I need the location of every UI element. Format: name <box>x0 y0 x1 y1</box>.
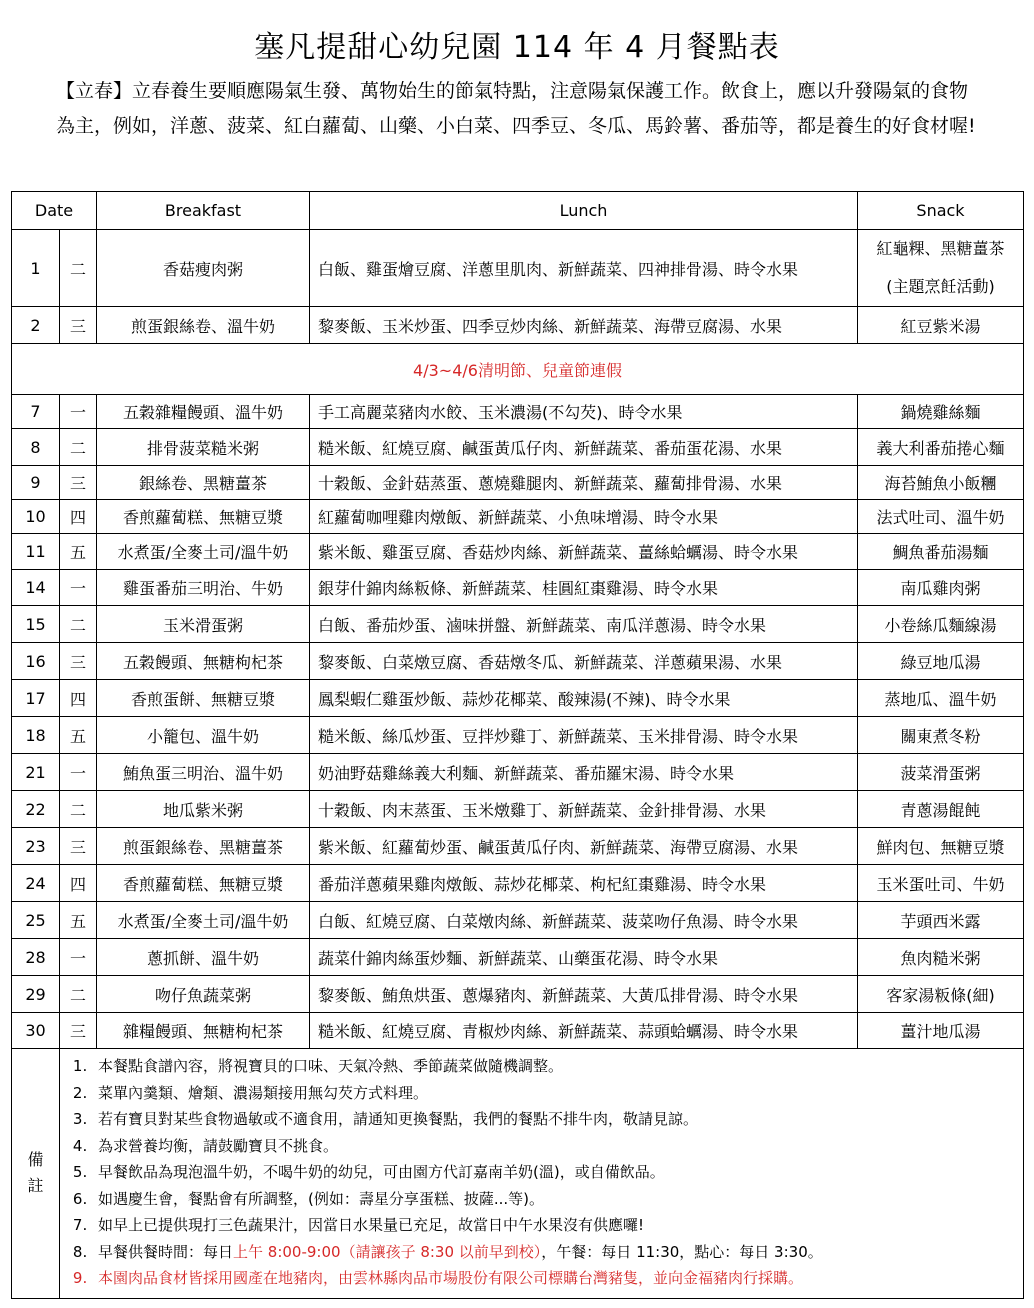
lunch-cell: 紫米飯、紅蘿蔔炒蛋、鹹蛋黃瓜仔肉、新鮮蔬菜、海帶豆腐湯、水果 <box>310 828 858 865</box>
lunch-cell: 黎麥飯、玉米炒蛋、四季豆炒肉絲、新鮮蔬菜、海帶豆腐湯、水果 <box>310 307 858 344</box>
intro-paragraph: 【立春】立春養生要順應陽氣生發、萬物始生的節氣特點，注意陽氣保護工作。飲食上，應以升發陽氣的食物為主，例如，洋蔥、菠菜、紅白蘿蔔、山藥、小白菜、四季豆、冬瓜、馬鈴薯、番茄等，都是養生的好食材喔! <box>56 80 976 137</box>
table-row <box>12 307 1024 344</box>
notes-label <box>12 1049 60 1299</box>
weekday-cell: 三 <box>60 1013 97 1049</box>
table-row <box>12 828 1024 865</box>
date-cell: 24 <box>12 865 60 902</box>
weekday-cell: 五 <box>60 717 97 754</box>
lunch-cell: 糙米飯、紅燒豆腐、鹹蛋黃瓜仔肉、新鮮蔬菜、番茄蛋花湯、水果 <box>310 429 858 466</box>
weekday-cell: 四 <box>60 500 97 534</box>
table-row <box>12 643 1024 680</box>
table-row <box>12 570 1024 606</box>
breakfast-cell: 煎蛋銀絲卷、黑糖薑茶 <box>97 828 310 865</box>
snack-cell: 玉米蛋吐司、牛奶 <box>858 865 1024 902</box>
breakfast-cell: 吻仔魚蔬菜粥 <box>97 976 310 1013</box>
date-cell: 1 <box>12 230 60 307</box>
snack-cell: 義大利番茄捲心麵 <box>858 429 1024 466</box>
date-cell: 15 <box>12 606 60 643</box>
notes-list <box>60 1053 1019 1292</box>
table-row <box>12 230 1024 307</box>
weekday-cell: 三 <box>60 307 97 344</box>
weekday-cell: 五 <box>60 534 97 570</box>
table-row <box>12 534 1024 570</box>
table-row <box>12 1013 1024 1049</box>
note-item: 6. 如遇慶生會，餐點會有所調整，(例如：壽星分享蛋糕、披薩...等)。 <box>92 1186 1019 1213</box>
lunch-cell: 黎麥飯、鮪魚烘蛋、蔥爆豬肉、新鮮蔬菜、大黃瓜排骨湯、時令水果 <box>310 976 858 1013</box>
snack-cell: 菠菜滑蛋粥 <box>858 754 1024 791</box>
breakfast-cell: 鮪魚蛋三明治、溫牛奶 <box>97 754 310 791</box>
lunch-cell: 鳳梨蝦仁雞蛋炒飯、蒜炒花椰菜、酸辣湯(不辣)、時令水果 <box>310 680 858 717</box>
notes-label-char-1: 備 <box>27 1150 44 1170</box>
date-cell: 7 <box>12 395 60 429</box>
breakfast-cell: 香煎蛋餅、無糖豆漿 <box>97 680 310 717</box>
date-cell: 21 <box>12 754 60 791</box>
page-title: 塞凡提甜心幼兒園 114 年 4 月餐點表 <box>254 30 780 65</box>
table-row <box>12 680 1024 717</box>
snack-cell: 芋頭西米露 <box>858 902 1024 939</box>
weekday-cell: 二 <box>60 230 97 307</box>
breakfast-cell: 水煮蛋/全麥土司/溫牛奶 <box>97 902 310 939</box>
weekday-cell: 一 <box>60 570 97 606</box>
weekday-cell: 二 <box>60 791 97 828</box>
lunch-cell: 蔬菜什錦肉絲蛋炒麵、新鮮蔬菜、山藥蛋花湯、時令水果 <box>310 939 858 976</box>
snack-cell: 客家湯粄條(細) <box>858 976 1024 1013</box>
snack-cell: 鍋燒雞絲麵 <box>858 395 1024 429</box>
table-row <box>12 606 1024 643</box>
date-cell: 22 <box>12 791 60 828</box>
breakfast-cell: 香煎蘿蔔糕、無糖豆漿 <box>97 500 310 534</box>
header-date: Date <box>12 192 97 230</box>
date-cell: 30 <box>12 1013 60 1049</box>
weekday-cell: 三 <box>60 643 97 680</box>
note-item: 9. 本園肉品食材皆採用國產在地豬肉，由雲林縣肉品市場股份有限公司標購台灣豬隻，並向金福豬肉行採購。 <box>92 1265 1019 1292</box>
lunch-cell: 黎麥飯、白菜燉豆腐、香菇燉冬瓜、新鮮蔬菜、洋蔥蘋果湯、水果 <box>310 643 858 680</box>
weekday-cell: 二 <box>60 429 97 466</box>
breakfast-cell: 煎蛋銀絲卷、溫牛奶 <box>97 307 310 344</box>
snack-cell: 小卷絲瓜麵線湯 <box>858 606 1024 643</box>
note-8-suffix: ，午餐：每日 11:30，點心：每日 3:30。 <box>541 1242 823 1261</box>
snack-cell: 海苔鮪魚小飯糰 <box>858 466 1024 500</box>
snack-note: (主題烹飪活動) <box>886 277 995 296</box>
holiday-notice: 4/3~4/6清明節、兒童節連假 <box>12 344 1024 395</box>
date-cell: 18 <box>12 717 60 754</box>
date-cell: 29 <box>12 976 60 1013</box>
weekday-cell: 二 <box>60 976 97 1013</box>
snack-text: 紅龜粿、黑糖薑茶 <box>876 239 1005 258</box>
breakfast-cell: 銀絲卷、黑糖薑茶 <box>97 466 310 500</box>
snack-cell: 南瓜雞肉粥 <box>858 570 1024 606</box>
breakfast-cell: 小籠包、溫牛奶 <box>97 717 310 754</box>
notes-cell <box>60 1049 1024 1299</box>
lunch-cell: 紫米飯、雞蛋豆腐、香菇炒肉絲、新鮮蔬菜、薑絲蛤蠣湯、時令水果 <box>310 534 858 570</box>
date-cell: 9 <box>12 466 60 500</box>
holiday-row <box>12 344 1024 395</box>
table-header <box>12 192 1024 230</box>
weekday-cell: 一 <box>60 754 97 791</box>
date-cell: 14 <box>12 570 60 606</box>
note-item: 2. 菜單內羹類、燴類、濃湯類接用無勾芡方式料理。 <box>92 1080 1019 1107</box>
lunch-cell: 十穀飯、肉末蒸蛋、玉米燉雞丁、新鮮蔬菜、金針排骨湯、水果 <box>310 791 858 828</box>
note-item: 5. 早餐飲品為現泡溫牛奶，不喝牛奶的幼兒，可由園方代訂嘉南羊奶(溫)，或自備飲品。 <box>92 1159 1019 1186</box>
table-row <box>12 466 1024 500</box>
breakfast-cell: 蔥抓餅、溫牛奶 <box>97 939 310 976</box>
lunch-cell: 銀芽什錦肉絲粄條、新鮮蔬菜、桂圓紅棗雞湯、時令水果 <box>310 570 858 606</box>
date-cell: 16 <box>12 643 60 680</box>
snack-cell: 薑汁地瓜湯 <box>858 1013 1024 1049</box>
weekday-cell: 四 <box>60 680 97 717</box>
menu-table <box>11 191 1024 1299</box>
lunch-cell: 白飯、紅燒豆腐、白菜燉肉絲、新鮮蔬菜、菠菜吻仔魚湯、時令水果 <box>310 902 858 939</box>
snack-cell: 魚肉糙米粥 <box>858 939 1024 976</box>
snack-cell: 綠豆地瓜湯 <box>858 643 1024 680</box>
date-cell: 25 <box>12 902 60 939</box>
weekday-cell: 一 <box>60 395 97 429</box>
note-8-prefix: 早餐供餐時間：每日 <box>98 1242 234 1261</box>
lunch-cell: 白飯、番茄炒蛋、滷味拼盤、新鮮蔬菜、南瓜洋蔥湯、時令水果 <box>310 606 858 643</box>
lunch-cell: 手工高麗菜豬肉水餃、玉米濃湯(不勾芡)、時令水果 <box>310 395 858 429</box>
header-breakfast: Breakfast <box>97 192 310 230</box>
snack-cell: 關東煮冬粉 <box>858 717 1024 754</box>
table-row <box>12 500 1024 534</box>
lunch-cell: 奶油野菇雞絲義大利麵、新鮮蔬菜、番茄羅宋湯、時令水果 <box>310 754 858 791</box>
breakfast-cell: 五穀饅頭、無糖枸杞茶 <box>97 643 310 680</box>
lunch-cell: 十穀飯、金針菇蒸蛋、蔥燒雞腿肉、新鮮蔬菜、蘿蔔排骨湯、水果 <box>310 466 858 500</box>
breakfast-cell: 雞蛋番茄三明治、牛奶 <box>97 570 310 606</box>
weekday-cell: 二 <box>60 606 97 643</box>
weekday-cell: 三 <box>60 828 97 865</box>
date-cell: 8 <box>12 429 60 466</box>
lunch-cell: 紅蘿蔔咖哩雞肉燉飯、新鮮蔬菜、小魚味增湯、時令水果 <box>310 500 858 534</box>
snack-cell <box>858 230 1024 307</box>
note-item <box>92 1239 1019 1266</box>
date-cell: 11 <box>12 534 60 570</box>
snack-cell: 紅豆紫米湯 <box>858 307 1024 344</box>
snack-cell: 鯛魚番茄湯麵 <box>858 534 1024 570</box>
note-item: 3. 若有寶貝對某些食物過敏或不適食用，請通知更換餐點，我們的餐點不排牛肉，敬請見諒。 <box>92 1106 1019 1133</box>
breakfast-cell: 地瓜紫米粥 <box>97 791 310 828</box>
lunch-cell: 番茄洋蔥蘋果雞肉燉飯、蒜炒花椰菜、枸杞紅棗雞湯、時令水果 <box>310 865 858 902</box>
weekday-cell: 一 <box>60 939 97 976</box>
weekday-cell: 三 <box>60 466 97 500</box>
weekday-cell: 五 <box>60 902 97 939</box>
table-row <box>12 754 1024 791</box>
lunch-cell: 糙米飯、絲瓜炒蛋、豆拌炒雞丁、新鮮蔬菜、玉米排骨湯、時令水果 <box>310 717 858 754</box>
snack-cell: 蒸地瓜、溫牛奶 <box>858 680 1024 717</box>
table-row <box>12 717 1024 754</box>
date-cell: 10 <box>12 500 60 534</box>
lunch-cell: 糙米飯、紅燒豆腐、青椒炒肉絲、新鮮蔬菜、蒜頭蛤蠣湯、時令水果 <box>310 1013 858 1049</box>
date-cell: 23 <box>12 828 60 865</box>
snack-cell: 法式吐司、溫牛奶 <box>858 500 1024 534</box>
header-lunch: Lunch <box>310 192 858 230</box>
date-cell: 17 <box>12 680 60 717</box>
table-row <box>12 902 1024 939</box>
weekday-cell: 四 <box>60 865 97 902</box>
notes-label-char-2: 註 <box>27 1176 44 1196</box>
snack-cell: 鮮肉包、無糖豆漿 <box>858 828 1024 865</box>
note-item: 7. 如早上已提供現打三色蔬果汁，因當日水果量已充足，故當日中午水果沒有供應囉! <box>92 1212 1019 1239</box>
table-row <box>12 791 1024 828</box>
lunch-cell: 白飯、雞蛋燴豆腐、洋蔥里肌肉、新鮮蔬菜、四神排骨湯、時令水果 <box>310 230 858 307</box>
date-cell: 2 <box>12 307 60 344</box>
breakfast-cell: 玉米滑蛋粥 <box>97 606 310 643</box>
snack-cell: 青蔥湯餛飩 <box>858 791 1024 828</box>
table-row <box>12 395 1024 429</box>
breakfast-cell: 排骨菠菜糙米粥 <box>97 429 310 466</box>
table-row <box>12 939 1024 976</box>
breakfast-cell: 五穀雜糧饅頭、溫牛奶 <box>97 395 310 429</box>
note-8-highlight: 上午 8:00-9:00（請讓孩子 8:30 以前早到校） <box>233 1242 542 1261</box>
breakfast-cell: 水煮蛋/全麥土司/溫牛奶 <box>97 534 310 570</box>
note-item: 1. 本餐點食譜內容，將視寶貝的口味、天氣冷熱、季節蔬菜做隨機調整。 <box>92 1053 1019 1080</box>
breakfast-cell: 雜糧饅頭、無糖枸杞茶 <box>97 1013 310 1049</box>
table-row <box>12 865 1024 902</box>
table-row <box>12 976 1024 1013</box>
note-item: 4. 為求營養均衡，請鼓勵寶貝不挑食。 <box>92 1133 1019 1160</box>
table-row <box>12 429 1024 466</box>
breakfast-cell: 香煎蘿蔔糕、無糖豆漿 <box>97 865 310 902</box>
header-snack: Snack <box>858 192 1024 230</box>
breakfast-cell: 香菇瘦肉粥 <box>97 230 310 307</box>
notes-row <box>12 1049 1024 1299</box>
date-cell: 28 <box>12 939 60 976</box>
